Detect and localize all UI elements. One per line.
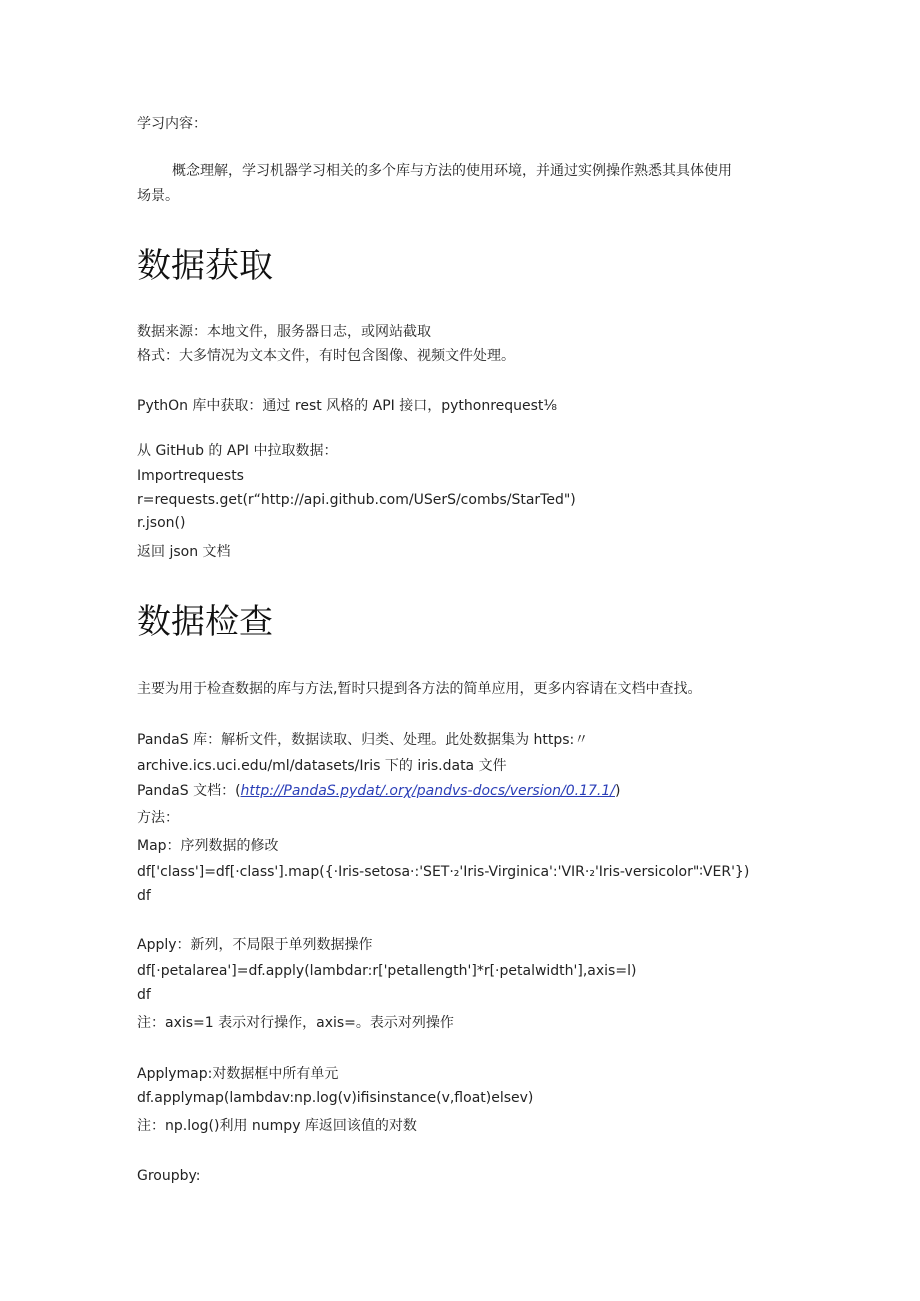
- apply-code: df[·petalarea']=df.apply(lambdar:r['petallength']*r[·petalwidth'],axis=l): [137, 963, 637, 979]
- github-api-line: 从 GitHub 的 API 中拉取数据：: [137, 443, 338, 459]
- inspection-intro: 主要为用于检查数据的库与方法,暂时只提到各方法的简单应用，更多内容请在文档中查找。: [137, 681, 702, 697]
- apply-note: 注：axis=1 表示对行操作，axis=。表示对列操作: [137, 1015, 454, 1031]
- map-df: df: [137, 888, 151, 904]
- map-code: df['class']=df[·class'].map({·Iris-setosa·:'SET·₂'Iris-Virginica':'VIR·₂'Iris-versicolor"∶VER'}): [137, 864, 750, 880]
- map-line: Map：序列数据的修改: [137, 838, 279, 854]
- code-requests-get: r=requests.get(r“http://api.github.com/USerS/combs/StarTed"): [137, 492, 576, 508]
- code-import-requests: Importrequests: [137, 468, 244, 484]
- data-source-line: 数据来源：本地文件，服务器日志，或网站截取: [137, 324, 431, 340]
- heading-data-acquisition: 数据获取: [137, 246, 273, 286]
- pandas-line-2: archive.ics.uci.edu/ml/datasets/Iris 下的 iris.data 文件: [137, 758, 507, 774]
- pandas-line-1: PandaS 库：解析文件，数据读取、归类、处理。此处数据集为 https:〃: [137, 732, 589, 748]
- method-label: 方法：: [137, 810, 179, 826]
- intro-label: 学习内容：: [137, 116, 207, 132]
- pandas-docs-prefix: PandaS 文档：(: [137, 783, 241, 799]
- intro-paragraph-line1: 概念理解，学习机器学习相关的多个库与方法的使用环境，并通过实例操作熟悉其具体使用: [172, 163, 732, 179]
- pandas-docs-link[interactable]: http://PandaS.pydat∕.orχ/pandvs-docs∕version∕0.17.1/: [240, 783, 615, 799]
- groupby-line: Groupby:: [137, 1168, 201, 1184]
- pandas-docs-suffix: ): [615, 783, 621, 799]
- intro-paragraph-line2: 场景。: [137, 188, 179, 204]
- format-line: 格式：大多情况为文本文件，有时包含图像、视频文件处理。: [137, 348, 515, 364]
- apply-line: Apply：新列，不局限于单列数据操作: [137, 937, 373, 953]
- heading-data-inspection: 数据检查: [137, 602, 273, 642]
- applymap-note: 注：np.log()利用 numpy 库返回该值的对数: [137, 1118, 417, 1134]
- pandas-docs-line: [137, 781, 620, 801]
- code-json-call: r.json(): [137, 515, 186, 531]
- applymap-line: Applymap:对数据框中所有单元: [137, 1066, 339, 1082]
- applymap-code: df.applymap(lambdav:np.log(v)ifisinstance(v,float)elsev): [137, 1090, 534, 1106]
- python-library-line: PythOn 库中获取：通过 rest 风格的 API 接口，pythonrequest⅛: [137, 398, 557, 414]
- return-json-line: 返回 json 文档: [137, 544, 231, 560]
- apply-df: df: [137, 987, 151, 1003]
